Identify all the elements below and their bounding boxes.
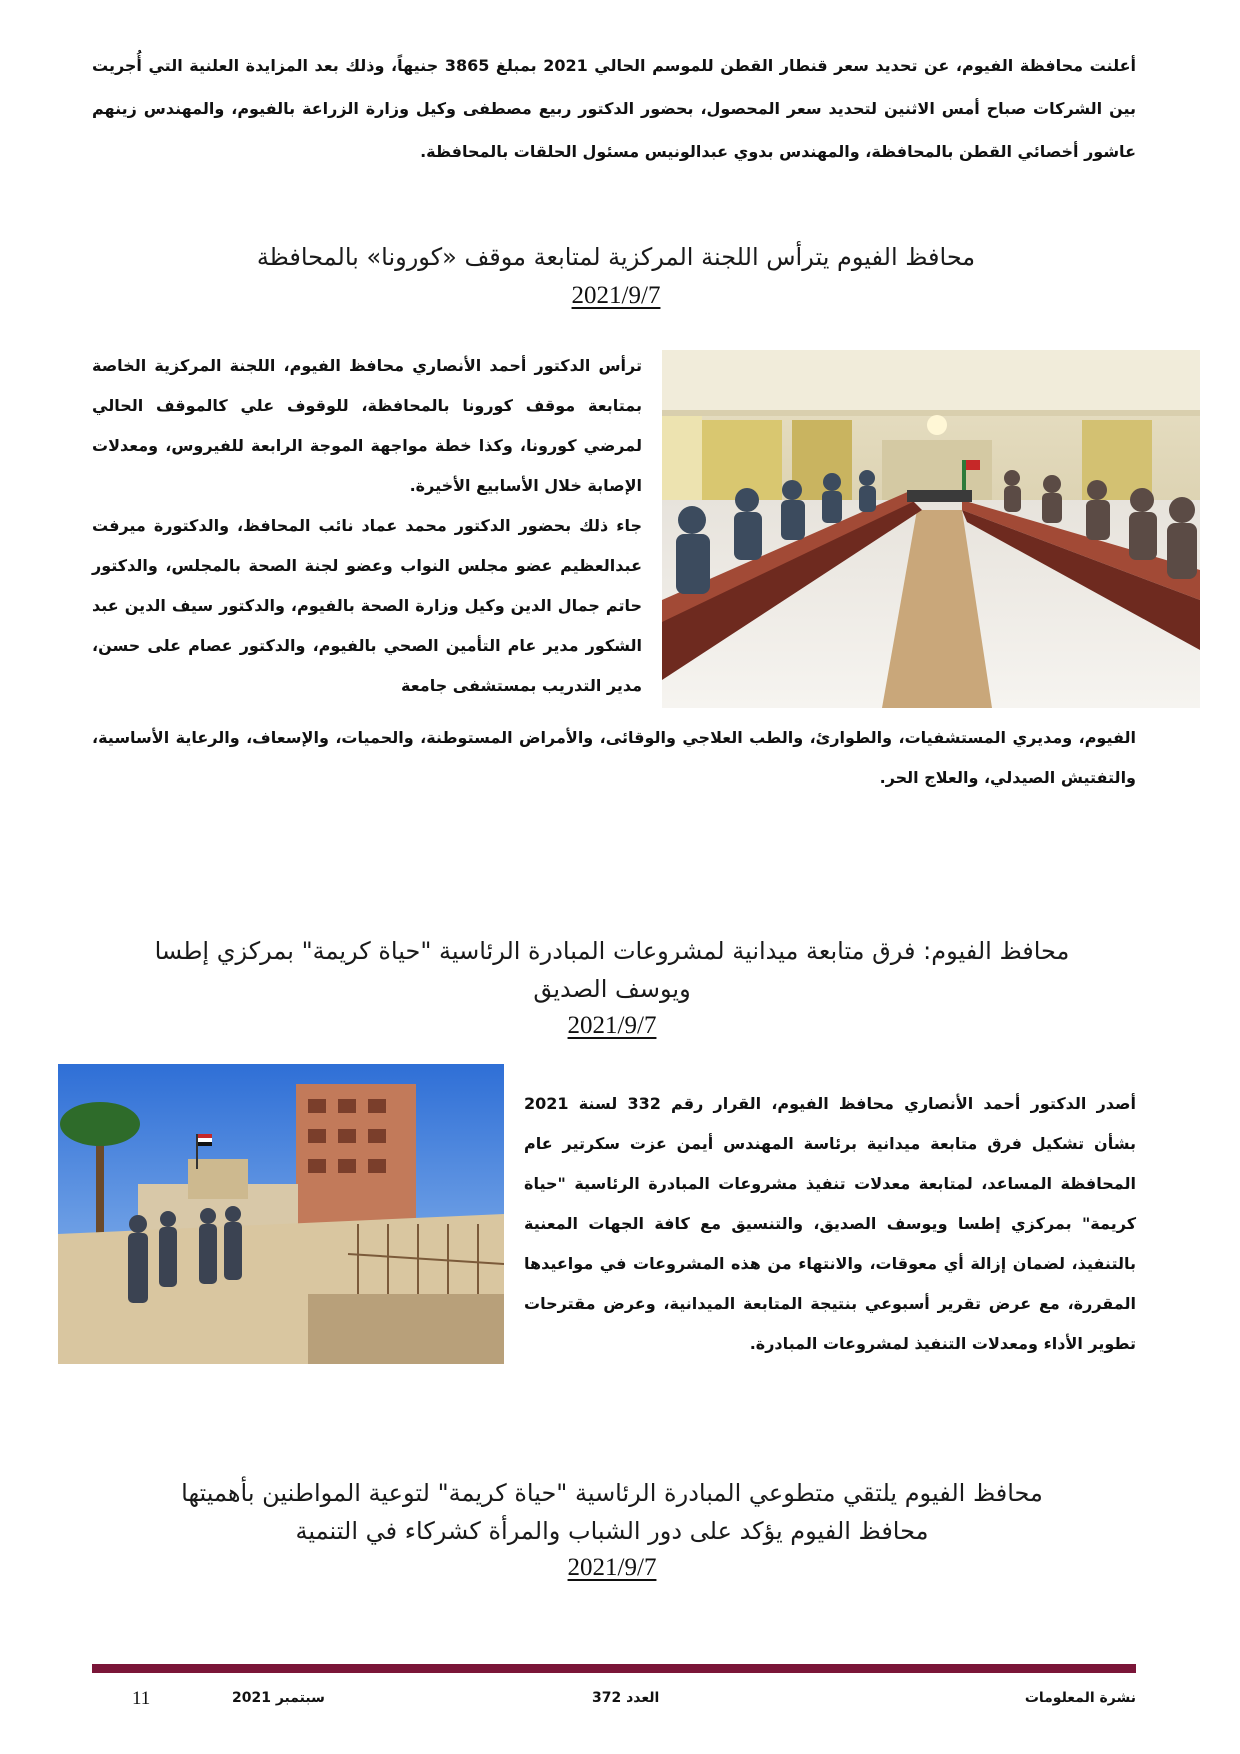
article2-text bbox=[92, 346, 642, 706]
footer-publication: نشرة المعلومات bbox=[1024, 1690, 1136, 1706]
field-visit-illustration bbox=[58, 1064, 504, 1364]
article2-date bbox=[200, 280, 1032, 312]
footer-divider bbox=[92, 1664, 1136, 1673]
article2-body-p2: جاء ذلك بحضور الدكتور محمد عماد نائب المحافظ، والدكتورة ميرفت عبدالعظيم عضو مجلس النواب وعضو لجنة الصحة بالمجلس، والدكتور حاتم جمال الدين وكيل وزارة الصحة بالفيوم، والدكتور سيف الدين عبد الشكور مدير عام التأمين الصحي بالفيوم، والدكتور عصام على حسن، مدير التدريب بمستشفى جامعة bbox=[92, 516, 642, 695]
meeting-room-photo bbox=[662, 350, 1200, 708]
article3-headline-line1: محافظ الفيوم: فرق متابعة ميدانية لمشروعات المبادرة الرئاسية "حياة كريمة" بمركزي إطسا bbox=[154, 937, 1070, 965]
article2-date-text: 2021/9/7 bbox=[571, 282, 661, 309]
article3-date bbox=[92, 1010, 1132, 1042]
article4-date-text: 2021/9/7 bbox=[567, 1554, 657, 1581]
footer-page-number: 11 bbox=[132, 1688, 151, 1709]
article4-header bbox=[92, 1474, 1132, 1584]
footer-month-year: سبتمبر 2021 bbox=[232, 1690, 325, 1706]
article4-date bbox=[92, 1552, 1132, 1584]
article3-body: أصدر الدكتور أحمد الأنصاري محافظ الفيوم، القرار رقم 332 لسنة 2021 بشأن تشكيل فرق متابعة ميدانية برئاسة المهندس أيمن عزت سكرتير عام المحافظة المساعد، لمتابعة معدلات تنفيذ مشروعات المبادرة الرئاسية "حياة كريمة" بمركزي إطسا ويوسف الصديق، والتنسيق مع كافة الجهات المعنية بالتنفيذ، لضمان إزالة أي معوقات، والانتهاء من هذه المشروعات في مواعيدها المقررة، مع عرض تقرير أسبوعي بنتيجة المتابعة الميدانية، وعرض مقترحات تطوير الأداء ومعدلات التنفيذ لمشروعات المبادرة. bbox=[524, 1094, 1136, 1353]
meeting-room-illustration bbox=[662, 350, 1200, 708]
field-visit-photo bbox=[58, 1064, 504, 1364]
article2-body-p1: ترأس الدكتور أحمد الأنصاري محافظ الفيوم، اللجنة المركزية الخاصة بمتابعة موقف كورونا بالمحافظة، للوقوف علي كالموقف الحالي لمرضي كورونا، وكذا خطة مواجهة الموجة الرابعة للفيروس، ومعدلات الإصابة خلال الأسابيع الأخيرة. bbox=[92, 356, 642, 495]
article2-header bbox=[200, 238, 1032, 312]
article4-headline-line1: محافظ الفيوم يلتقي متطوعي المبادرة الرئاسية "حياة كريمة" لتوعية المواطنين بأهميتها bbox=[181, 1479, 1043, 1507]
article1-body: أعلنت محافظة الفيوم، عن تحديد سعر قنطار القطن للموسم الحالي 2021 بمبلغ 3865 جنيهاً، وذلك بعد المزايدة العلنية التي أُجريت بين الشركات صباح أمس الاثنين لتحديد سعر المحصول، بحضور الدكتور ربيع مصطفى وكيل وزارة الزراعة بالفيوم، والمهندس زينهم عاشور أخصائي القطن بالمحافظة، والمهندس بدوي عبدالونيس مسئول الحلقات بالمحافظة. bbox=[92, 56, 1137, 161]
article3-header bbox=[92, 932, 1132, 1042]
article2-headline: محافظ الفيوم يترأس اللجنة المركزية لمتابعة موقف «كورونا» بالمحافظة bbox=[256, 243, 976, 271]
article4-headline-line2: محافظ الفيوم يؤكد على دور الشباب والمرأة كشركاء في التنمية bbox=[295, 1517, 929, 1545]
article2-body-p3: الفيوم، ومديري المستشفيات، والطوارئ، والطب العلاجي والوقائى، والأمراض المستوطنة، والحميات، والإسعاف، والرعاية الأساسية، والتفتيش الصيدلي، والعلاج الحر. bbox=[92, 728, 1136, 787]
article3-headline-line2: ويوسف الصديق bbox=[533, 975, 691, 1003]
article3-date-text: 2021/9/7 bbox=[567, 1012, 657, 1039]
footer-issue: العدد 372 bbox=[592, 1690, 660, 1706]
